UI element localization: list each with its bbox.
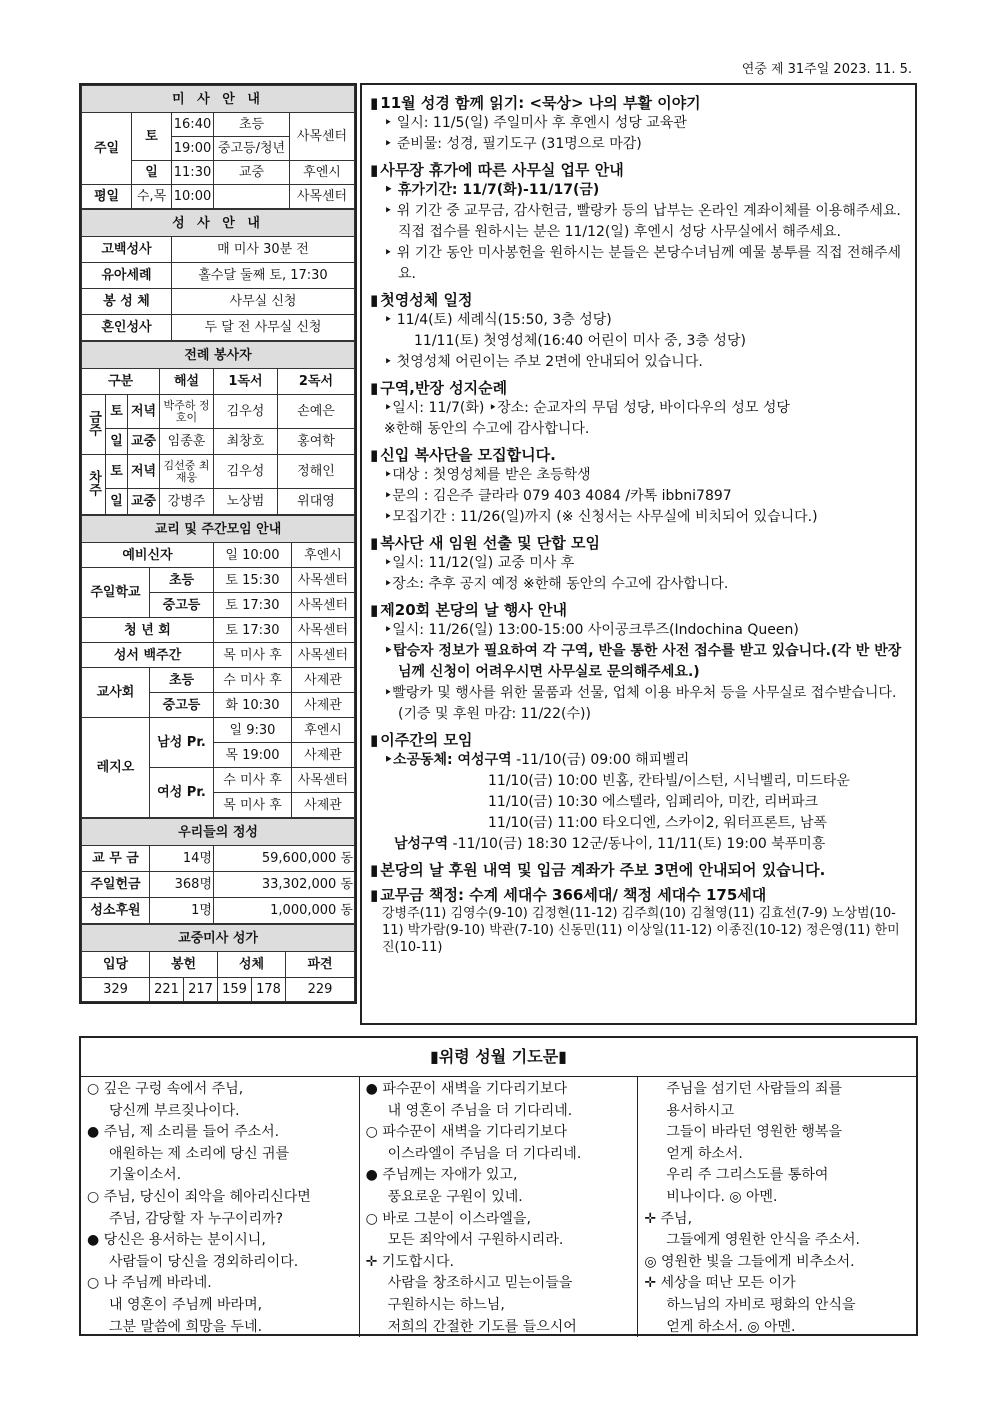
server-mass: 교중	[128, 429, 160, 455]
notice-parish-day	[370, 600, 907, 725]
mass-place: 사목센터	[290, 185, 355, 209]
hymns-table	[81, 924, 355, 1002]
notice-line: ‣ 휴가기간: 11/7(화)-11/17(금)	[370, 180, 907, 201]
meetings-title: 교리 및 주간모임 안내	[82, 516, 355, 543]
offering-name: 주일헌금	[82, 872, 150, 898]
notice-line: ‣모집기간 : 11/26(일)까지 (※ 신청서는 사무실에 비치되어 있습니다.)	[384, 509, 818, 525]
meeting-time: 화 10:30	[214, 693, 292, 718]
prayer-line: 얻게 하소서.	[666, 1145, 743, 1162]
notice-title: ▮ 11월 성경 함께 읽기: <묵상> 나의 부활 이야기	[370, 93, 907, 113]
prayer-line: 내 영혼이 주님을 더 기다리네.	[387, 1102, 573, 1119]
hymn-head: 파견	[286, 952, 355, 978]
mass-place: 후엔시	[290, 161, 355, 185]
hymn-number: 221	[150, 978, 184, 1002]
offerings-title: 우리들의 정성	[82, 819, 355, 846]
mass-type: 중고등/청년	[214, 137, 290, 161]
prayer-line: 사람을 창조하시고 믿는이들을	[387, 1275, 573, 1292]
prayer-box	[79, 1036, 918, 1336]
notice-line: ‣ 위 기간 동안 미사봉헌을 원하시는 분들은 본당수녀님께 예물 봉투를 직접 전해주세요.	[370, 243, 907, 285]
bulletin-date: 연중 제 31주일 2023. 11. 5.	[741, 62, 912, 77]
notice-line: 11/10(금) 11:00 타오디엔, 스카이2, 워터프론트, 남폭	[488, 815, 827, 831]
prayer-line: ○ 주님, 당신이 죄악을 헤아리신다면	[87, 1188, 311, 1205]
legio-label: 레지오	[82, 718, 150, 818]
men-praesidium: 남성 Pr.	[150, 718, 214, 768]
notice-meetings	[370, 730, 907, 855]
notice-title: ▮ 신입 복사단을 모집합니다.	[370, 445, 907, 465]
servers-head: 구분	[82, 369, 160, 395]
meeting-place: 사제관	[292, 743, 355, 768]
meeting-info: -11/10(금) 18:30 12군/동나이, 11/11(토) 19:00 북푸미흥	[448, 836, 826, 852]
meeting-name: 성서 백주간	[82, 643, 214, 668]
server-reader1: 최창호	[214, 429, 278, 455]
prayer-line: ● 파수꾼이 새벽을 기다리기보다	[365, 1081, 568, 1097]
prayer-line: 기울이소서.	[109, 1167, 182, 1184]
hymn-head: 성체	[218, 952, 286, 978]
notice-line	[370, 834, 907, 855]
notice-line: ‣일시: 11/26(일) 13:00-15:00 사이공크루즈(Indochina Queen)	[384, 622, 799, 638]
notice-bible-reading	[370, 93, 907, 155]
server-day: 토	[106, 455, 128, 489]
mass-place: 사목센터	[290, 113, 355, 161]
notice-title: ▮ 교무금 책정: 수계 세대수 366세대/ 책정 세대수 175세대	[370, 885, 907, 905]
prayer-line: ◎ 영원한 빛을 그들에게 비추소서.	[644, 1253, 855, 1270]
notice-title: ▮ 이주간의 모임	[370, 730, 907, 750]
left-info-panel	[79, 83, 357, 1004]
sacrament-info: 홀수달 둘째 토, 17:30	[172, 263, 355, 289]
servers-head: 2독서	[278, 369, 355, 395]
meeting-place: 사목센터	[292, 568, 355, 593]
weekday-label: 평일	[82, 185, 132, 209]
teachers-label: 교사회	[82, 668, 150, 718]
prayer-line: 저희의 간절한 기도를 들으시어	[387, 1318, 577, 1335]
prayer-line: ● 주님, 제 소리를 들어 주소서.	[87, 1124, 280, 1141]
offering-amount: 59,600,000 동	[214, 846, 355, 872]
notice-line: 11/10(금) 10:00 빈홈, 칸타빌/이스턴, 시닉벨리, 미드타운	[488, 773, 850, 789]
offering-amount: 1,000,000 동	[214, 898, 355, 924]
women-praesidium: 여성 Pr.	[150, 768, 214, 818]
prayer-line: 그분 말씀에 희망을 두네.	[109, 1318, 263, 1335]
prayer-line: 사람들이 당신을 경외하리이다.	[109, 1253, 299, 1270]
offering-count: 1명	[150, 898, 214, 924]
offering-amount: 33,302,000 동	[214, 872, 355, 898]
notice-line: 강병주(11) 김영수(9-10) 김정현(11-12) 김주희(10) 김철영(11) 김효선(7-9) 노상범(10-11) 박가람(9-10) 박관(7-10) 신동민(11) 이상일(11-12) 이종진(10-12) 정은영(11) 한미진(10-11)	[382, 906, 900, 955]
servers-head: 1독서	[214, 369, 278, 395]
meeting-place: 후엔시	[292, 718, 355, 743]
offering-name: 성소후원	[82, 898, 150, 924]
server-commentator: 김선중 최재웅	[160, 455, 214, 489]
community-label: ‣소공동체:	[384, 752, 458, 768]
notice-line: 11/11(토) 첫영성체(16:40 어린이 미사 중, 3층 성당)	[414, 333, 746, 349]
notice-line: ‣ 준비물: 성경, 필기도구 (31명으로 마감)	[370, 134, 907, 155]
offering-count: 14명	[150, 846, 214, 872]
offerings-table	[81, 818, 355, 924]
meeting-time: 일 9:30	[214, 718, 292, 743]
prayer-line: 풍요로운 구원이 있네.	[387, 1188, 523, 1205]
meeting-time: 수 미사 후	[214, 668, 292, 693]
prayer-line: ○ 파수꾼이 새벽을 기다리기보다	[365, 1124, 568, 1141]
meeting-place: 후엔시	[292, 543, 355, 568]
prayer-line: ○ 바로 그분이 이스라엘을,	[365, 1210, 531, 1227]
meeting-time: 목 미사 후	[214, 793, 292, 818]
prayer-line: 주님을 섬기던 사람들의 죄를	[666, 1081, 842, 1097]
sacrament-title: 성 사 안 내	[82, 210, 355, 237]
sacrament-info: 사무실 신청	[172, 289, 355, 315]
notice-donation	[370, 860, 907, 880]
meeting-time: 목 19:00	[214, 743, 292, 768]
meeting-place: 사목센터	[292, 593, 355, 618]
server-reader2: 홍여학	[278, 429, 355, 455]
meeting-place: 사제관	[292, 693, 355, 718]
server-commentator: 박주하 정호이	[160, 395, 214, 429]
notice-title: ▮ 첫영성체 일정	[370, 290, 907, 310]
mass-type: 교중	[214, 161, 290, 185]
hymn-number: 178	[252, 978, 286, 1002]
server-reader2: 위대영	[278, 489, 355, 515]
meeting-time: 토 15:30	[214, 568, 292, 593]
server-mass: 저녁	[128, 455, 160, 489]
prayer-line: ✛ 세상을 떠난 모든 이가	[644, 1275, 796, 1292]
meeting-time: 토 17:30	[214, 618, 292, 643]
server-reader2: 정해인	[278, 455, 355, 489]
server-day: 일	[106, 429, 128, 455]
notice-line: ‣대상 : 첫영성체를 받은 초등학생	[384, 467, 591, 483]
prayer-line: 구원하시는 하느님,	[387, 1296, 505, 1313]
sacrament-name: 유아세례	[82, 263, 172, 289]
prayer-line: 비나이다. ◎ 아멘.	[666, 1188, 778, 1205]
notice-line: ‣ 11/4(토) 세례식(15:50, 3층 성당)	[370, 310, 907, 331]
notice-title: ▮ 구역,반장 성지순례	[370, 378, 907, 398]
meeting-time: 수 미사 후	[214, 768, 292, 793]
notice-line: ‣ 일시: 11/5(일) 주일미사 후 후엔시 성당 교육관	[370, 113, 907, 134]
sacrament-info: 두 달 전 사무실 신청	[172, 315, 355, 341]
meeting-time: 목 미사 후	[214, 643, 292, 668]
notice-pilgrimage	[370, 378, 907, 440]
hymn-head: 입당	[82, 952, 150, 978]
server-reader1: 김우성	[214, 455, 278, 489]
notice-line: ‣문의 : 김은주 클라라 079 403 4084 /카톡 ibbni7897	[384, 488, 732, 504]
notice-line: 11/10(금) 10:30 에스텔라, 임페리아, 미칸, 리버파크	[488, 794, 819, 810]
liturgy-servers-table	[81, 341, 355, 515]
server-commentator: 임종훈	[160, 429, 214, 455]
sacrament-name: 혼인성사	[82, 315, 172, 341]
saturday-label: 토	[132, 113, 172, 161]
meeting-name: 청 년 회	[82, 618, 214, 643]
notice-altar-servers	[370, 445, 907, 528]
meeting-sub: 초등	[150, 668, 214, 693]
mass-time: 11:30	[172, 161, 214, 185]
prayer-line: ✛ 주님,	[644, 1210, 693, 1227]
notice-line: ‣탑승자 정보가 필요하여 각 구역, 반을 통한 사전 접수를 받고 있습니다.(각 반 반장님께 신청이 어려우시면 사무실로 문의해주세요.)	[384, 643, 902, 680]
women-district: 여성구역	[457, 752, 512, 768]
prayer-line: 하느님의 자비로 평화의 안식을	[666, 1296, 856, 1313]
notice-line: ‣ 위 기간 중 교무금, 감사헌금, 빨랑카 등의 납부는 온라인 계좌이체를 이용해주세요. 직접 접수를 원하시는 분은 11/12(일) 후엔시 성당 사무실에서 해주세요.	[370, 201, 907, 243]
prayer-line: 주님, 감당할 자 누구이리까?	[109, 1210, 283, 1227]
notice-line: ※한해 동안의 수고에 감사합니다.	[384, 421, 590, 437]
server-reader2: 손예은	[278, 395, 355, 429]
sunday-label: 주일	[82, 113, 132, 185]
server-reader1: 김우성	[214, 395, 278, 429]
hymn-number: 229	[286, 978, 355, 1002]
notice-title: ▮ 제20회 본당의 날 행사 안내	[370, 600, 907, 620]
notice-first-communion	[370, 290, 907, 373]
prayer-line: 얻게 하소서. ◎ 아멘.	[666, 1318, 796, 1335]
sacrament-table	[81, 209, 355, 341]
prayer-line: 이스라엘이 주님을 더 기다리네.	[387, 1145, 582, 1162]
notice-office-vacation	[370, 160, 907, 285]
meeting-sub: 중고등	[150, 693, 214, 718]
meeting-time: 일 10:00	[214, 543, 292, 568]
meeting-sub: 초등	[150, 568, 214, 593]
hymn-number: 217	[184, 978, 218, 1002]
notice-title: ▮ 사무장 휴가에 따른 사무실 업무 안내	[370, 160, 907, 180]
prayer-line: ● 주님께는 자애가 있고,	[365, 1167, 518, 1184]
server-mass: 저녁	[128, 395, 160, 429]
next-week-label: 차주	[86, 469, 101, 496]
mass-time: 10:00	[172, 185, 214, 209]
meeting-place: 사목센터	[292, 643, 355, 668]
meeting-name: 예비신자	[82, 543, 214, 568]
prayer-line: 그들에게 영원한 안식을 주소서.	[666, 1232, 860, 1249]
notice-dues	[370, 885, 907, 956]
notice-line: ‣빨랑카 및 행사를 위한 물품과 선물, 업체 이용 바우처 등을 사무실로 접수받습니다. (기증 및 후원 마감: 11/22(수))	[384, 685, 897, 722]
prayer-line: 내 영혼이 주님께 바라며,	[109, 1296, 263, 1313]
prayer-line: 애원하는 제 소리에 당신 귀를	[109, 1145, 290, 1162]
prayer-line: ○ 나 주님께 바라네.	[87, 1275, 212, 1292]
sacrament-name: 고백성사	[82, 237, 172, 263]
prayer-line: 용서하시고	[666, 1102, 734, 1119]
servers-title: 전례 봉사자	[82, 342, 355, 369]
notice-line: ‣일시: 11/12(일) 교중 미사 후	[384, 555, 575, 571]
offering-name: 교 무 금	[82, 846, 150, 872]
offering-count: 368명	[150, 872, 214, 898]
meetings-table	[81, 515, 355, 818]
prayer-line: 모든 죄악에서 구원하시리라.	[387, 1232, 564, 1249]
prayer-line: ○ 깊은 구렁 속에서 주님,	[87, 1081, 244, 1097]
server-day: 일	[106, 489, 128, 515]
mass-type: 초등	[214, 113, 290, 137]
meeting-sub: 중고등	[150, 593, 214, 618]
servers-head: 해설	[160, 369, 214, 395]
meeting-place: 사목센터	[292, 768, 355, 793]
notices-panel	[360, 83, 917, 1025]
sacrament-info: 매 미사 30분 전	[172, 237, 355, 263]
mass-title: 미 사 안 내	[82, 86, 355, 113]
notice-line: ‣일시: 11/7(화) ‣장소: 순교자의 무덤 성당, 바이다우의 성모 성당	[384, 400, 790, 416]
notice-servers-election	[370, 533, 907, 595]
men-district: 남성구역	[394, 836, 449, 852]
sunday-day-label: 일	[132, 161, 172, 185]
prayer-line: 그들이 바라던 영원한 행복을	[666, 1124, 842, 1141]
server-commentator: 강병주	[160, 489, 214, 515]
mass-time: 16:40	[172, 113, 214, 137]
prayer-line: ● 당신은 용서하는 분이시니,	[87, 1232, 266, 1249]
meeting-info: -11/10(금) 09:00 해피벨리	[511, 752, 690, 768]
prayer-column-2	[359, 1077, 638, 1337]
server-mass: 교중	[128, 489, 160, 515]
prayer-column-1	[81, 1077, 359, 1337]
weekday-days: 수,목	[132, 185, 172, 209]
notice-title: ▮ 본당의 날 후원 내역 및 입금 계좌가 주보 3면에 안내되어 있습니다.	[370, 860, 907, 880]
server-reader1: 노상범	[214, 489, 278, 515]
notice-title: ▮ 복사단 새 임원 선출 및 단합 모임	[370, 533, 907, 553]
hymn-number: 329	[82, 978, 150, 1002]
notice-line: ‣ 첫영성체 어린이는 주보 2면에 안내되어 있습니다.	[370, 352, 907, 373]
server-day: 토	[106, 395, 128, 429]
sacrament-name: 봉 성 체	[82, 289, 172, 315]
meeting-place: 사제관	[292, 793, 355, 818]
prayer-line: 우리 주 그리스도를 통하여	[666, 1167, 829, 1184]
prayer-line: ✛ 기도합시다.	[365, 1253, 454, 1270]
notice-line: ‣장소: 추후 공지 예정 ※한해 동안의 수고에 감사합니다.	[384, 576, 729, 592]
prayer-title: ▮위령 성월 기도문▮	[81, 1038, 916, 1077]
meeting-place: 사제관	[292, 668, 355, 693]
notice-line	[370, 750, 907, 771]
sunday-school-label: 주일학교	[82, 568, 150, 618]
meeting-place: 사목센터	[292, 618, 355, 643]
mass-schedule-table	[81, 85, 355, 209]
hymns-title: 교중미사 성가	[82, 925, 355, 952]
this-week-label: 금주	[86, 409, 101, 436]
hymn-head: 봉헌	[150, 952, 218, 978]
prayer-line: 당신께 부르짖나이다.	[109, 1102, 240, 1119]
meeting-time: 토 17:30	[214, 593, 292, 618]
hymn-number: 159	[218, 978, 252, 1002]
mass-time: 19:00	[172, 137, 214, 161]
prayer-column-3	[637, 1077, 916, 1337]
